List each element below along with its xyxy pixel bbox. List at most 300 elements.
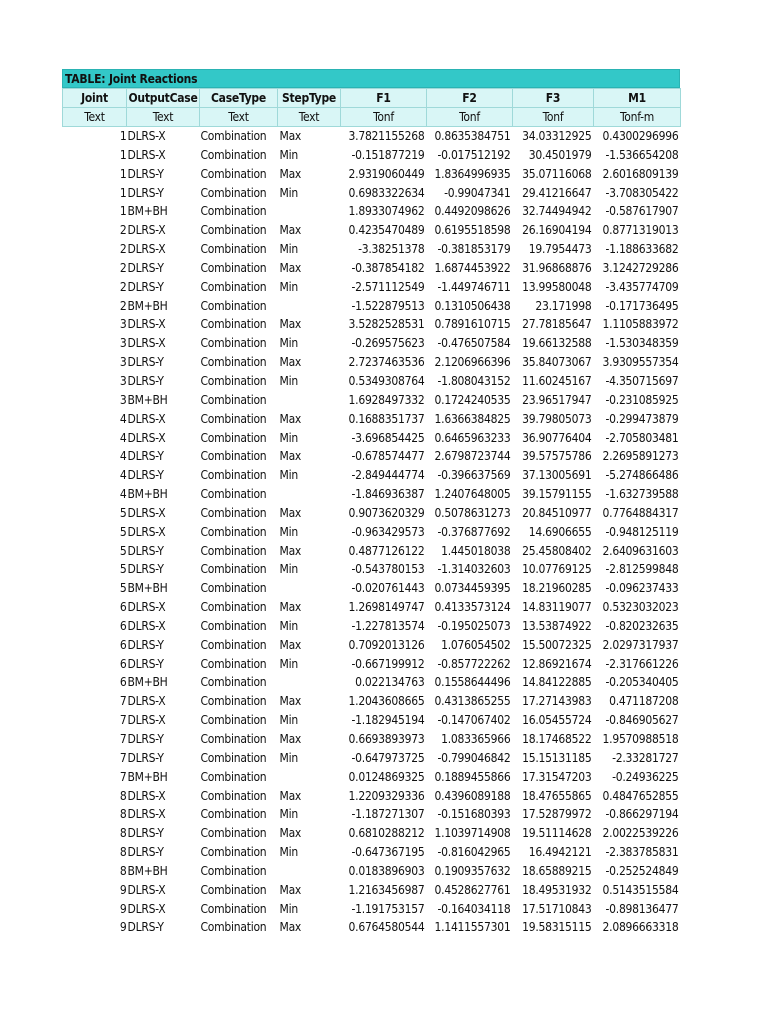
unit-joint[interactable]: Text (63, 108, 127, 127)
joint-cell[interactable]: 8 (119, 863, 127, 878)
m1-cell[interactable]: -2.33281727 (612, 750, 679, 765)
m1-cell[interactable]: -0.820232635 (605, 618, 679, 633)
f1-cell[interactable]: 1.2043608665 (348, 694, 425, 709)
f2-cell[interactable]: -0.99047341 (444, 185, 511, 200)
f2-cell[interactable]: 2.1206966396 (434, 355, 511, 370)
outputcase-cell[interactable]: BM+BH (127, 392, 168, 407)
joint-cell[interactable]: 3 (119, 373, 127, 388)
f2-cell[interactable]: 0.4313865255 (434, 694, 511, 709)
f1-cell[interactable]: -3.38251378 (358, 242, 425, 257)
joint-cell[interactable]: 1 (119, 204, 127, 219)
joint-cell[interactable]: 4 (119, 411, 127, 426)
f3-cell[interactable]: 18.47655865 (522, 788, 592, 803)
steptype-cell[interactable] (278, 485, 341, 504)
m1-cell[interactable]: 1.1105883972 (602, 317, 679, 332)
joint-cell[interactable]: 6 (119, 618, 127, 633)
f3-cell[interactable]: 26.16904194 (522, 223, 592, 238)
m1-cell[interactable]: -1.530348359 (605, 336, 679, 351)
joint-cell[interactable]: 4 (119, 449, 127, 464)
unit-casetype[interactable]: Text (200, 108, 278, 127)
steptype-cell[interactable]: Max (279, 732, 302, 746)
m1-cell[interactable]: 2.2695891273 (602, 449, 679, 464)
f1-cell[interactable]: 3.5282528531 (348, 317, 425, 332)
f2-cell[interactable]: -0.151680393 (437, 807, 511, 822)
steptype-cell[interactable]: Min (279, 845, 298, 860)
steptype-cell[interactable]: Max (279, 788, 302, 803)
joint-cell[interactable]: 9 (119, 920, 127, 935)
joint-cell[interactable]: 3 (119, 392, 127, 407)
m1-cell[interactable]: 0.5323032023 (602, 600, 679, 615)
f2-cell[interactable]: 0.1558644496 (434, 675, 511, 690)
outputcase-cell[interactable]: DLRS-Y (127, 920, 164, 935)
casetype-cell[interactable]: Combination (200, 204, 267, 219)
joint-cell[interactable]: 6 (119, 675, 127, 690)
f1-cell[interactable]: 1.2163456987 (348, 882, 425, 897)
f3-cell[interactable]: 14.83119077 (522, 600, 592, 615)
f2-cell[interactable]: -0.816042965 (437, 845, 511, 860)
joint-cell[interactable]: 7 (119, 694, 127, 709)
steptype-cell[interactable] (278, 768, 341, 787)
casetype-cell[interactable]: Combination (200, 882, 267, 897)
steptype-cell[interactable]: Max (279, 260, 302, 275)
joint-cell[interactable]: 8 (119, 845, 127, 860)
outputcase-cell[interactable]: BM+BH (127, 204, 168, 219)
outputcase-cell[interactable]: DLRS-X (127, 694, 166, 709)
steptype-cell[interactable]: Max (279, 317, 302, 332)
outputcase-cell[interactable]: BM+BH (127, 769, 168, 784)
f1-cell[interactable]: -1.846936387 (351, 487, 425, 502)
header-f3[interactable]: F3 (513, 89, 594, 108)
f1-cell[interactable]: 2.9319060449 (348, 166, 425, 181)
f3-cell[interactable]: 34.03312925 (522, 129, 592, 143)
f2-cell[interactable]: 1.1411557301 (434, 920, 511, 935)
f2-cell[interactable]: 2.6798723744 (434, 449, 511, 464)
joint-cell[interactable]: 5 (119, 543, 127, 558)
steptype-cell[interactable]: Min (279, 562, 298, 577)
joint-cell[interactable]: 2 (119, 279, 127, 294)
f1-cell[interactable]: -0.678574477 (351, 449, 425, 464)
m1-cell[interactable]: -0.24936225 (612, 769, 679, 784)
f2-cell[interactable]: 0.5078631273 (434, 505, 511, 520)
steptype-cell[interactable]: Max (279, 166, 302, 181)
f1-cell[interactable]: -0.151877219 (351, 147, 425, 162)
joint-cell[interactable]: 9 (119, 901, 127, 916)
joint-cell[interactable]: 8 (119, 807, 127, 822)
f3-cell[interactable]: 19.58315115 (522, 920, 592, 935)
outputcase-cell[interactable]: DLRS-Y (127, 185, 164, 200)
f2-cell[interactable]: 0.0734459395 (434, 581, 511, 596)
f3-cell[interactable]: 35.84073067 (522, 355, 592, 370)
f1-cell[interactable]: -1.191753157 (351, 901, 425, 916)
m1-cell[interactable]: 2.6409631603 (602, 543, 679, 558)
f2-cell[interactable]: -0.476507584 (437, 336, 511, 351)
steptype-cell[interactable]: Min (279, 750, 298, 765)
f3-cell[interactable]: 39.15791155 (522, 487, 592, 502)
joint-cell[interactable]: 7 (119, 732, 127, 746)
casetype-cell[interactable]: Combination (200, 260, 267, 275)
f3-cell[interactable]: 17.31547203 (522, 769, 592, 784)
steptype-cell[interactable] (278, 297, 341, 316)
outputcase-cell[interactable]: DLRS-X (127, 317, 166, 332)
m1-cell[interactable]: 0.471187208 (609, 694, 679, 709)
m1-cell[interactable]: 2.0022539226 (602, 826, 679, 841)
outputcase-cell[interactable]: BM+BH (127, 581, 168, 596)
casetype-cell[interactable]: Combination (200, 600, 267, 615)
f2-cell[interactable]: -0.376877692 (437, 524, 511, 539)
steptype-cell[interactable]: Min (279, 468, 298, 483)
steptype-cell[interactable]: Min (279, 618, 298, 633)
f3-cell[interactable]: 14.84122885 (522, 675, 592, 690)
f3-cell[interactable]: 25.45808402 (522, 543, 592, 558)
f3-cell[interactable]: 13.53874922 (522, 618, 592, 633)
outputcase-cell[interactable]: DLRS-X (127, 600, 166, 615)
header-steptype[interactable]: StepType (278, 89, 341, 108)
steptype-cell[interactable]: Max (279, 449, 302, 464)
f1-cell[interactable]: 0.5349308764 (348, 373, 425, 388)
f2-cell[interactable]: -0.396637569 (437, 468, 511, 483)
casetype-cell[interactable]: Combination (200, 166, 267, 181)
m1-cell[interactable]: 2.0896663318 (602, 920, 679, 935)
f1-cell[interactable]: -1.182945194 (351, 713, 425, 728)
f3-cell[interactable]: 17.27143983 (522, 694, 592, 709)
steptype-cell[interactable]: Min (279, 147, 298, 162)
f1-cell[interactable]: -0.269575623 (351, 336, 425, 351)
joint-cell[interactable]: 1 (119, 147, 127, 162)
outputcase-cell[interactable]: BM+BH (127, 487, 168, 502)
f3-cell[interactable]: 23.96517947 (522, 392, 592, 407)
m1-cell[interactable]: -0.231085925 (605, 392, 679, 407)
casetype-cell[interactable]: Combination (200, 373, 267, 388)
f2-cell[interactable]: 0.1310506438 (434, 298, 511, 313)
header-casetype[interactable]: CaseType (200, 89, 278, 108)
m1-cell[interactable]: -0.171736495 (605, 298, 679, 313)
steptype-cell[interactable]: Min (279, 185, 298, 200)
f2-cell[interactable]: -0.857722262 (437, 656, 511, 671)
m1-cell[interactable]: -0.948125119 (605, 524, 679, 539)
m1-cell[interactable]: 0.4847652855 (602, 788, 679, 803)
unit-f2[interactable]: Tonf (427, 108, 513, 127)
m1-cell[interactable]: -0.846905627 (605, 713, 679, 728)
casetype-cell[interactable]: Combination (200, 637, 267, 652)
casetype-cell[interactable]: Combination (200, 242, 267, 257)
m1-cell[interactable]: 0.8771319013 (602, 223, 679, 238)
m1-cell[interactable]: -3.435774709 (605, 279, 679, 294)
outputcase-cell[interactable]: DLRS-X (127, 524, 166, 539)
m1-cell[interactable]: 2.0297317937 (602, 637, 679, 652)
f2-cell[interactable]: 1.2407648005 (434, 487, 511, 502)
casetype-cell[interactable]: Combination (200, 694, 267, 709)
f1-cell[interactable]: 0.7092013126 (348, 637, 425, 652)
f3-cell[interactable]: 16.4942121 (528, 845, 592, 860)
casetype-cell[interactable]: Combination (200, 411, 267, 426)
steptype-cell[interactable]: Max (279, 223, 302, 238)
f3-cell[interactable]: 11.60245167 (522, 373, 592, 388)
m1-cell[interactable]: 1.9570988518 (602, 732, 679, 746)
f2-cell[interactable]: 0.8635384751 (434, 129, 511, 143)
steptype-cell[interactable]: Min (279, 656, 298, 671)
joint-cell[interactable]: 5 (119, 581, 127, 596)
outputcase-cell[interactable]: BM+BH (127, 298, 168, 313)
f1-cell[interactable]: 1.8933074962 (348, 204, 425, 219)
f1-cell[interactable]: 3.7821155268 (348, 129, 425, 143)
joint-cell[interactable]: 5 (119, 524, 127, 539)
joint-cell[interactable]: 1 (119, 166, 127, 181)
steptype-cell[interactable]: Min (279, 807, 298, 822)
joint-cell[interactable]: 3 (119, 355, 127, 370)
casetype-cell[interactable]: Combination (200, 863, 267, 878)
f3-cell[interactable]: 17.52879972 (522, 807, 592, 822)
outputcase-cell[interactable]: BM+BH (127, 675, 168, 690)
outputcase-cell[interactable]: DLRS-Y (127, 449, 164, 464)
m1-cell[interactable]: -2.812599848 (605, 562, 679, 577)
f2-cell[interactable]: -0.381853179 (437, 242, 511, 257)
f3-cell[interactable]: 18.17468522 (522, 732, 592, 746)
steptype-cell[interactable]: Max (279, 920, 302, 935)
joint-cell[interactable]: 2 (119, 298, 127, 313)
f1-cell[interactable]: 0.9073620329 (348, 505, 425, 520)
f1-cell[interactable]: -1.522879513 (351, 298, 425, 313)
joint-cell[interactable]: 1 (119, 129, 127, 143)
header-f2[interactable]: F2 (427, 89, 513, 108)
f1-cell[interactable]: -1.187271307 (351, 807, 425, 822)
m1-cell[interactable]: -2.317661226 (605, 656, 679, 671)
f1-cell[interactable]: -3.696854425 (351, 430, 425, 445)
f1-cell[interactable]: -2.571112549 (351, 279, 425, 294)
f3-cell[interactable]: 23.171998 (535, 298, 592, 313)
steptype-cell[interactable] (278, 673, 341, 692)
unit-steptype[interactable]: Text (278, 108, 341, 127)
casetype-cell[interactable]: Combination (200, 562, 267, 577)
f3-cell[interactable]: 19.66132588 (522, 336, 592, 351)
outputcase-cell[interactable]: DLRS-Y (127, 279, 164, 294)
outputcase-cell[interactable]: DLRS-X (127, 788, 166, 803)
outputcase-cell[interactable]: DLRS-X (127, 430, 166, 445)
f1-cell[interactable]: -2.849444774 (351, 468, 425, 483)
casetype-cell[interactable]: Combination (200, 769, 267, 784)
f3-cell[interactable]: 37.13005691 (522, 468, 592, 483)
f3-cell[interactable]: 14.6906655 (528, 524, 592, 539)
m1-cell[interactable]: -0.096237433 (605, 581, 679, 596)
casetype-cell[interactable]: Combination (200, 223, 267, 238)
joint-cell[interactable]: 7 (119, 750, 127, 765)
f2-cell[interactable]: 0.6465963233 (434, 430, 511, 445)
joint-cell[interactable]: 7 (119, 713, 127, 728)
steptype-cell[interactable]: Max (279, 505, 302, 520)
outputcase-cell[interactable]: DLRS-Y (127, 750, 164, 765)
m1-cell[interactable]: -0.252524849 (605, 863, 679, 878)
outputcase-cell[interactable]: BM+BH (127, 863, 168, 878)
m1-cell[interactable]: -1.536654208 (605, 147, 679, 162)
casetype-cell[interactable]: Combination (200, 185, 267, 200)
f1-cell[interactable]: 0.1688351737 (348, 411, 425, 426)
f1-cell[interactable]: 0.6810288212 (348, 826, 425, 841)
outputcase-cell[interactable]: DLRS-Y (127, 845, 164, 860)
casetype-cell[interactable]: Combination (200, 618, 267, 633)
steptype-cell[interactable]: Min (279, 373, 298, 388)
f1-cell[interactable]: -0.543780153 (351, 562, 425, 577)
casetype-cell[interactable]: Combination (200, 317, 267, 332)
f2-cell[interactable]: 1.8364996935 (434, 166, 511, 181)
casetype-cell[interactable]: Combination (200, 298, 267, 313)
m1-cell[interactable]: 3.1242729286 (602, 260, 679, 275)
steptype-cell[interactable]: Max (279, 637, 302, 652)
casetype-cell[interactable]: Combination (200, 129, 267, 143)
outputcase-cell[interactable]: DLRS-Y (127, 562, 164, 577)
outputcase-cell[interactable]: DLRS-X (127, 618, 166, 633)
f2-cell[interactable]: -1.808043152 (437, 373, 511, 388)
casetype-cell[interactable]: Combination (200, 807, 267, 822)
f2-cell[interactable]: 0.1909357632 (434, 863, 511, 878)
outputcase-cell[interactable]: DLRS-X (127, 807, 166, 822)
joint-cell[interactable]: 5 (119, 505, 127, 520)
f2-cell[interactable]: 1.076054502 (441, 637, 511, 652)
f2-cell[interactable]: 0.4528627761 (434, 882, 511, 897)
joint-cell[interactable]: 1 (119, 185, 127, 200)
unit-m1[interactable]: Tonf-m (594, 108, 681, 127)
f3-cell[interactable]: 32.74494942 (522, 204, 592, 219)
f2-cell[interactable]: -0.147067402 (437, 713, 511, 728)
f2-cell[interactable]: -1.314032603 (437, 562, 511, 577)
outputcase-cell[interactable]: DLRS-X (127, 901, 166, 916)
m1-cell[interactable]: -3.708305422 (605, 185, 679, 200)
f2-cell[interactable]: -1.449746711 (437, 279, 511, 294)
casetype-cell[interactable]: Combination (200, 524, 267, 539)
casetype-cell[interactable]: Combination (200, 713, 267, 728)
header-joint[interactable]: Joint (63, 89, 127, 108)
f3-cell[interactable]: 30.4501979 (528, 147, 592, 162)
f2-cell[interactable]: 0.4492098626 (434, 204, 511, 219)
casetype-cell[interactable]: Combination (200, 505, 267, 520)
casetype-cell[interactable]: Combination (200, 732, 267, 746)
m1-cell[interactable]: -0.898136477 (605, 901, 679, 916)
f1-cell[interactable]: 0.0183896903 (348, 863, 425, 878)
header-f1[interactable]: F1 (341, 89, 427, 108)
f1-cell[interactable]: -0.387854182 (351, 260, 425, 275)
f3-cell[interactable]: 35.07116068 (522, 166, 592, 181)
m1-cell[interactable]: 0.7764884317 (602, 505, 679, 520)
joint-cell[interactable]: 4 (119, 487, 127, 502)
steptype-cell[interactable]: Max (279, 355, 302, 370)
casetype-cell[interactable]: Combination (200, 147, 267, 162)
casetype-cell[interactable]: Combination (200, 675, 267, 690)
casetype-cell[interactable]: Combination (200, 279, 267, 294)
header-outputcase[interactable]: OutputCase (127, 89, 200, 108)
joint-cell[interactable]: 3 (119, 336, 127, 351)
joint-cell[interactable]: 8 (119, 788, 127, 803)
outputcase-cell[interactable]: DLRS-X (127, 411, 166, 426)
f3-cell[interactable]: 19.7954473 (528, 242, 592, 257)
steptype-cell[interactable]: Max (279, 411, 302, 426)
f3-cell[interactable]: 15.50072325 (522, 637, 592, 652)
m1-cell[interactable]: -2.383785831 (605, 845, 679, 860)
casetype-cell[interactable]: Combination (200, 392, 267, 407)
joint-cell[interactable]: 6 (119, 656, 127, 671)
m1-cell[interactable]: 0.4300296996 (602, 129, 679, 143)
outputcase-cell[interactable]: DLRS-Y (127, 732, 164, 746)
f3-cell[interactable]: 16.05455724 (522, 713, 592, 728)
m1-cell[interactable]: -5.274866486 (605, 468, 679, 483)
steptype-cell[interactable] (278, 579, 341, 598)
joint-cell[interactable]: 2 (119, 223, 127, 238)
header-m1[interactable]: M1 (594, 89, 681, 108)
joint-cell[interactable]: 5 (119, 562, 127, 577)
casetype-cell[interactable]: Combination (200, 430, 267, 445)
outputcase-cell[interactable]: DLRS-Y (127, 656, 164, 671)
f3-cell[interactable]: 36.90776404 (522, 430, 592, 445)
outputcase-cell[interactable]: DLRS-X (127, 713, 166, 728)
steptype-cell[interactable] (278, 862, 341, 881)
f1-cell[interactable]: 0.6693893973 (348, 732, 425, 746)
joint-cell[interactable]: 4 (119, 468, 127, 483)
casetype-cell[interactable]: Combination (200, 355, 267, 370)
outputcase-cell[interactable]: DLRS-Y (127, 355, 164, 370)
f3-cell[interactable]: 17.51710843 (522, 901, 592, 916)
casetype-cell[interactable]: Combination (200, 826, 267, 841)
f2-cell[interactable]: 1.6366384825 (434, 411, 511, 426)
outputcase-cell[interactable]: DLRS-X (127, 242, 166, 257)
steptype-cell[interactable]: Max (279, 600, 302, 615)
outputcase-cell[interactable]: DLRS-Y (127, 260, 164, 275)
f2-cell[interactable]: 0.7891610715 (434, 317, 511, 332)
f2-cell[interactable]: -0.799046842 (437, 750, 511, 765)
m1-cell[interactable]: -0.299473879 (605, 411, 679, 426)
steptype-cell[interactable]: Min (279, 336, 298, 351)
f2-cell[interactable]: 1.445018038 (441, 543, 511, 558)
m1-cell[interactable]: -1.188633682 (605, 242, 679, 257)
joint-cell[interactable]: 6 (119, 600, 127, 615)
casetype-cell[interactable]: Combination (200, 581, 267, 596)
f1-cell[interactable]: 0.0124869325 (348, 769, 425, 784)
m1-cell[interactable]: -2.705803481 (605, 430, 679, 445)
outputcase-cell[interactable]: DLRS-Y (127, 543, 164, 558)
casetype-cell[interactable]: Combination (200, 449, 267, 464)
outputcase-cell[interactable]: DLRS-Y (127, 637, 164, 652)
steptype-cell[interactable]: Max (279, 129, 302, 143)
steptype-cell[interactable]: Min (279, 901, 298, 916)
steptype-cell[interactable] (278, 202, 341, 221)
f2-cell[interactable]: 1.6874453922 (434, 260, 511, 275)
f3-cell[interactable]: 13.99580048 (522, 279, 592, 294)
f3-cell[interactable]: 10.07769125 (522, 562, 592, 577)
casetype-cell[interactable]: Combination (200, 487, 267, 502)
steptype-cell[interactable]: Min (279, 430, 298, 445)
steptype-cell[interactable]: Min (279, 713, 298, 728)
outputcase-cell[interactable]: DLRS-X (127, 505, 166, 520)
m1-cell[interactable]: -0.587617907 (605, 204, 679, 219)
steptype-cell[interactable]: Max (279, 826, 302, 841)
joint-cell[interactable]: 4 (119, 430, 127, 445)
m1-cell[interactable]: 3.9309557354 (602, 355, 679, 370)
casetype-cell[interactable]: Combination (200, 336, 267, 351)
f3-cell[interactable]: 27.78185647 (522, 317, 592, 332)
steptype-cell[interactable]: Min (279, 279, 298, 294)
f2-cell[interactable]: 0.1724240535 (434, 392, 511, 407)
f1-cell[interactable]: -0.647973725 (351, 750, 425, 765)
unit-outputcase[interactable]: Text (127, 108, 200, 127)
f2-cell[interactable]: -0.017512192 (437, 147, 511, 162)
f2-cell[interactable]: 0.4396089188 (434, 788, 511, 803)
f1-cell[interactable]: 0.022134763 (355, 675, 425, 690)
f1-cell[interactable]: 0.4877126122 (348, 543, 425, 558)
outputcase-cell[interactable]: DLRS-Y (127, 826, 164, 841)
joint-cell[interactable]: 7 (119, 769, 127, 784)
f3-cell[interactable]: 39.57575786 (522, 449, 592, 464)
unit-f1[interactable]: Tonf (341, 108, 427, 127)
m1-cell[interactable]: 0.5143515584 (602, 882, 679, 897)
f3-cell[interactable]: 15.15131185 (522, 750, 592, 765)
f3-cell[interactable]: 18.21960285 (522, 581, 592, 596)
f3-cell[interactable]: 19.51114628 (522, 826, 592, 841)
